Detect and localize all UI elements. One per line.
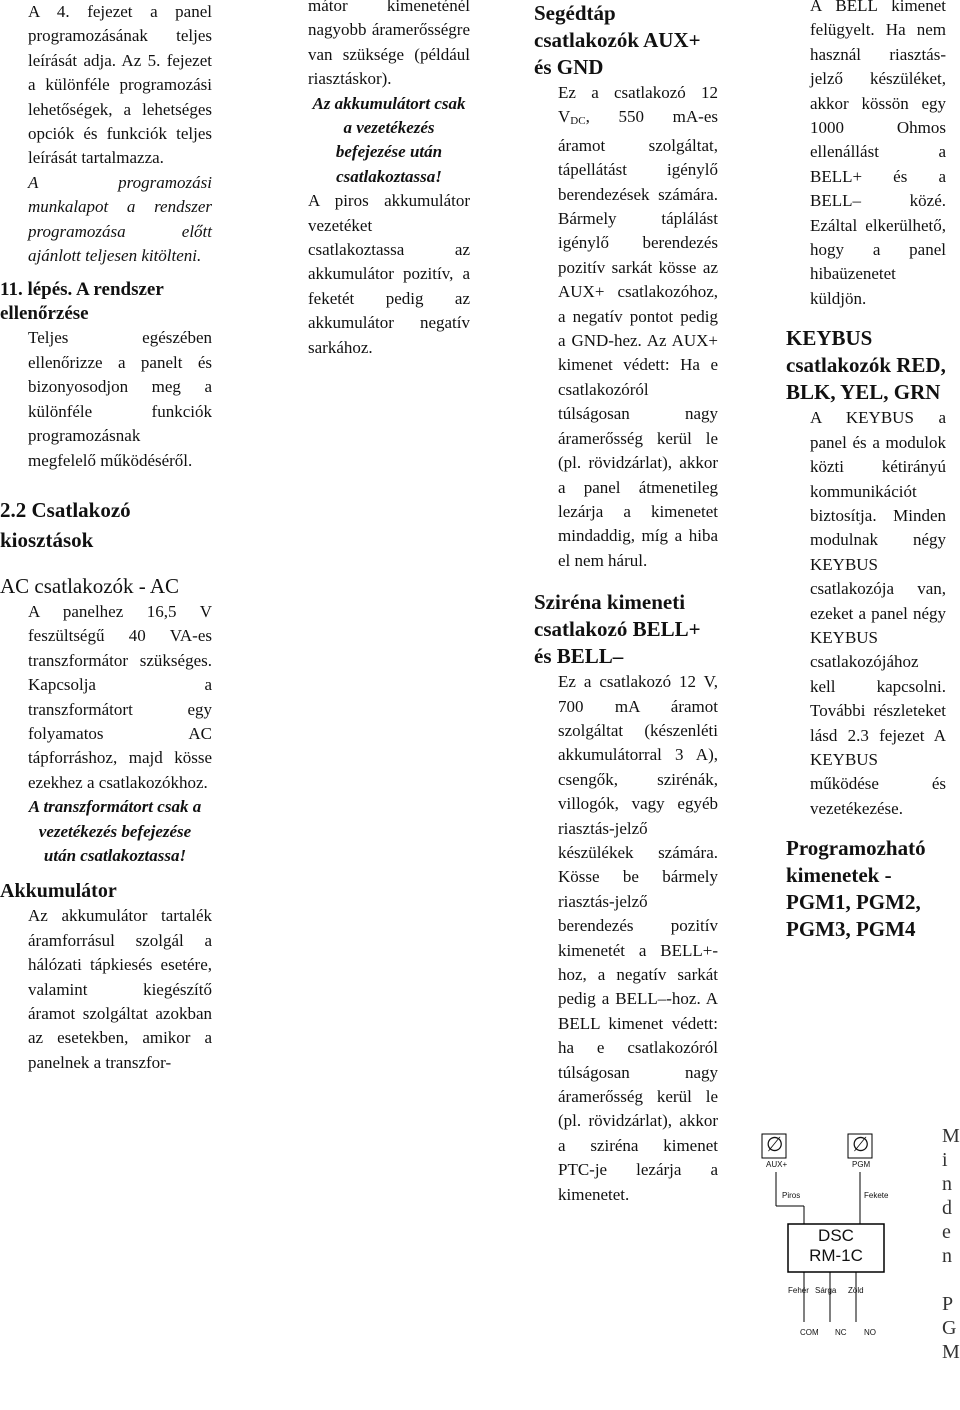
intro-paragraph: A 4. fejezet a panel programozásának teljes leírását adja. Az 5. fejezet a különféle programozási lehetőségek, a lehetséges opciók és funkciók teljes leírását tartalmazza. [28, 2, 212, 168]
side-letter: d [942, 1197, 952, 1219]
pgm-label: PGM [852, 1160, 871, 1169]
side-letter: n [942, 1245, 952, 1267]
aux-text: Ez a csatlakozó 12 VDC, 550 mA-es áramot szolgáltat, tápellátást igénylő berendezések számára. Bármely táplálást igénylő berendezés pozitív sarkát kösse az AUX+ csatlakozóhoz, a negatív pontot pedig a GND-hez. Az AUX+ kimenet védett: Ha e csatlakozóról túlságosan nagy áramerősség kerül le (pl. rövidzárlat), akkor a panel átmenetileg lezárja a kimenetet mindaddig, míg a hiba el nem hárul. [558, 83, 718, 570]
column-1 [0, 0, 212, 1075]
rm1c-wiring-diagram [760, 1124, 960, 1405]
no-label: NO [864, 1328, 876, 1337]
battery-heading: Akkumulátor [0, 880, 117, 903]
side-letter: G [942, 1317, 957, 1339]
yellow-wire-label: Sárga [815, 1286, 837, 1295]
keybus-text: A KEYBUS a panel és a modulok közti kétirányú kommunikációt biztosítja. Minden modulnak négy KEYBUS csatlakozója van, ezeket a panel négy KEYBUS csatlakozójához kell kapcsolni. További részleteket lásd 2.3 fejezet A KEYBUS működése és vezetékezése. [810, 408, 946, 818]
white-wire-label: Fehér [788, 1286, 809, 1295]
aux-label: AUX+ [766, 1160, 788, 1169]
com-label: COM [800, 1328, 819, 1337]
pgm-symbol: ∅ [852, 1132, 870, 1156]
nc-label: NC [835, 1328, 847, 1337]
ac-warning: A transzformátort csak a vezetékezés befejezése után csatlakoztassa! [28, 797, 202, 865]
step-11-text: Teljes egészében ellenőrizze a panelt és bizonyosodjon meg a különféle funkciók programozásnak megfelelő működéséről. [28, 328, 212, 470]
step-11-heading: 11. lépés. A rendszer ellenőrzése [0, 279, 164, 325]
section-2-2-heading: 2.2 Csatlakozó kiosztások [0, 497, 131, 552]
ac-text: A panelhez 16,5 V feszültségű 40 VA-es transzformátor szükséges. Kapcsolja a transzformátort egy folyamatos AC tápforráshoz, majd kösse ezekhez a csatlakozókhoz. [28, 601, 212, 792]
pgm-heading: Programozható kimenetek - PGM1, PGM2, PGM3, PGM4 [786, 836, 926, 942]
red-wire-label: Piros [782, 1191, 801, 1200]
side-letter: M [942, 1341, 960, 1363]
bell-heading: Sziréna kimeneti csatlakozó BELL+ és BELL– [534, 590, 701, 669]
ac-heading: AC csatlakozók - AC [0, 573, 180, 598]
cutoff-side-text [942, 1124, 960, 1364]
aux-symbol: ∅ [766, 1132, 784, 1156]
column-3 [534, 0, 718, 1207]
side-letter: P [942, 1293, 954, 1315]
battery-text-continued: mátor kimeneténél nagyobb áramerősségre van szüksége (például riasztáskor). [308, 0, 470, 89]
column-2 [308, 0, 470, 360]
intro-note: A programozási munkalapot a rendszer programozása előtt ajánlott teljesen kitölteni. [28, 172, 212, 266]
green-wire-label: Zöld [848, 1286, 864, 1295]
bell-text-continued: A BELL kimenet felügyelt. Ha nem használ riasztás-jelző készüléket, akkor kössön egy 1000 Ohmos ellenállást a BELL+ és a BELL– közé. Ezáltal elkerülhető, hogy a panel hibaüzenetet küldjön. [810, 0, 946, 308]
side-letter: e [942, 1221, 951, 1243]
aux-heading: Segédtáp csatlakozók AUX+ és GND [534, 1, 701, 79]
bell-text: Ez a csatlakozó 12 V, 700 mA áramot szolgáltat (készenléti akkumulátorral 3 A), csengők, szirénák, villogók, vagy egyéb riasztás-jelző készülékek számára. Kösse be bármely riasztás-jelző berendezés pozitív kimenetét a BELL+-hoz, a negatív sarkát pedig a BELL–-hoz. A BELL kimenet védett: ha e csatlakozóról túlságosan nagy áramerősség kerül le (pl. rövidzárlat), akkor a sziréna kimenet PTC-je lezárja a kimenetet. [558, 672, 718, 1204]
column-4 [786, 0, 946, 943]
keybus-heading: KEYBUS csatlakozók RED, BLK, YEL, GRN [786, 326, 946, 405]
battery-wiring-text: A piros akkumulátor vezetéket csatlakoztassa az akkumulátor pozitív, a feketét pedig az akkumulátor negatív sarkához. [308, 191, 470, 357]
side-letter: i [942, 1149, 948, 1171]
side-letter [942, 1268, 960, 1292]
black-wire-label: Fekete [864, 1191, 889, 1200]
battery-warning: Az akkumulátort csak a vezetékezés befejezése után csatlakoztassa! [312, 93, 466, 186]
battery-text: Az akkumulátor tartalék áramforrásul szolgál a hálózati tápkiesés esetére, valamint kiegészítő áramot szolgáltat azokban az esetekben, amikor a panelnek a transzfor- [28, 906, 212, 1072]
module-name: DSC RM-1C [809, 1226, 863, 1265]
side-letter: n [942, 1173, 952, 1195]
side-letter: M [942, 1125, 960, 1147]
